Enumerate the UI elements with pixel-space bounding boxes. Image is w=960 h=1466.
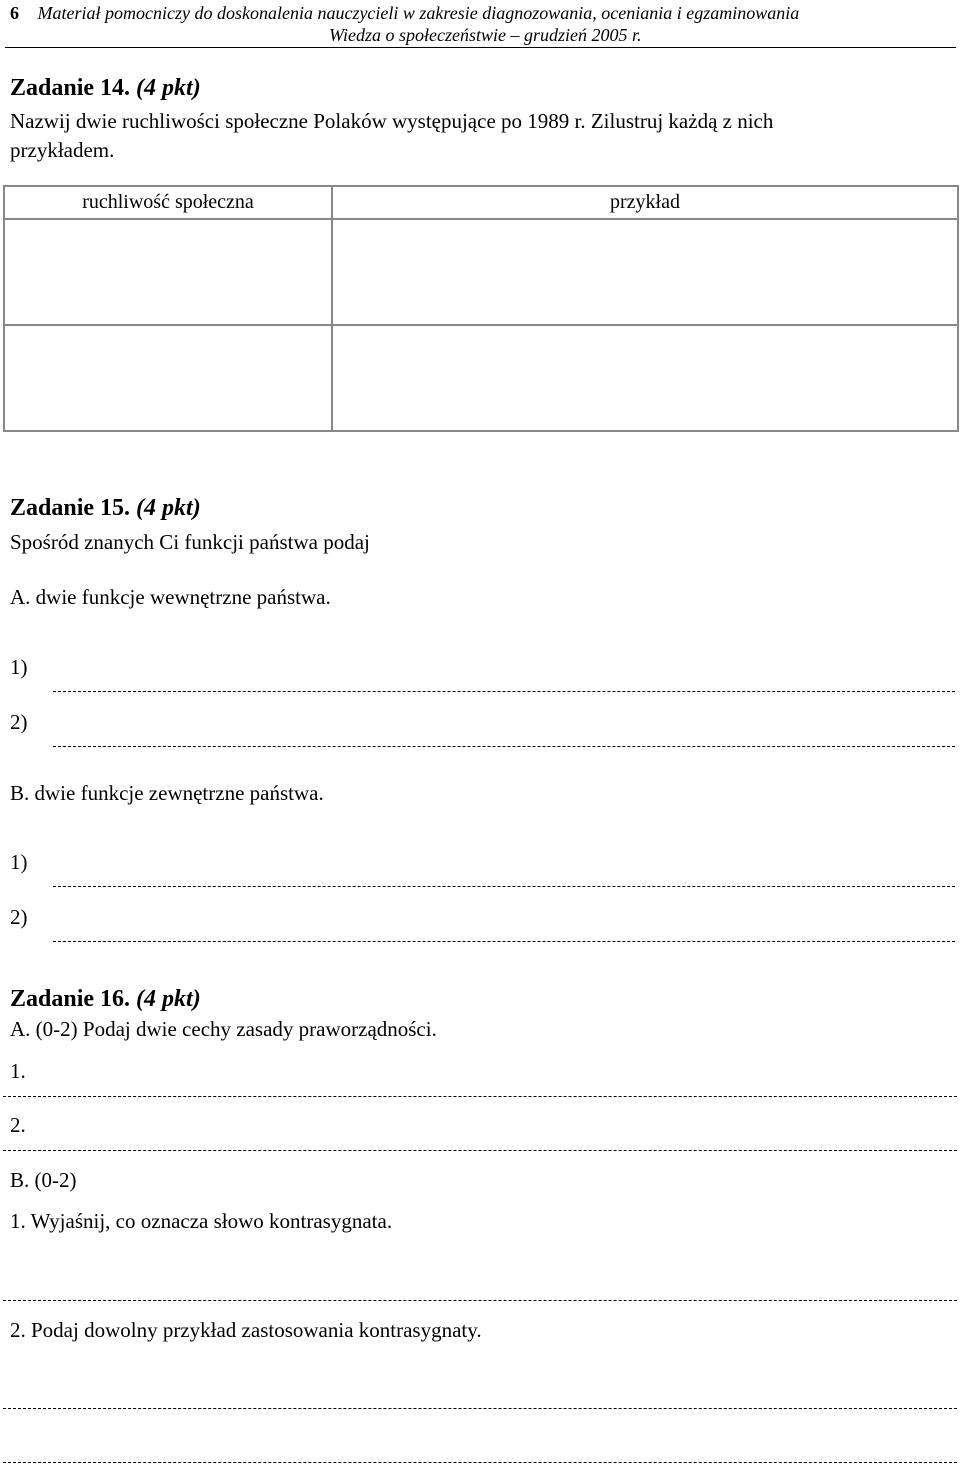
task15-b1-answer-line[interactable] — [53, 886, 955, 887]
task16-title: Zadanie 16. — [10, 986, 131, 1012]
table-header-row — [4, 186, 958, 219]
task15-a1-label: 1) — [10, 655, 28, 679]
page-number: 6 — [10, 3, 19, 23]
task15-points: (4 pkt) — [136, 495, 201, 521]
task16-points: (4 pkt) — [136, 986, 201, 1012]
task15-b1-label: 1) — [10, 850, 28, 874]
page-header — [10, 2, 799, 24]
header-rule — [5, 47, 956, 48]
answer-cell-mobility-2[interactable] — [4, 325, 332, 431]
task14-points: (4 pkt) — [136, 75, 201, 101]
task15-a1-answer-line[interactable] — [53, 691, 955, 692]
task15-part-a: A. dwie funkcje wewnętrzne państwa. — [10, 585, 331, 609]
task15-title: Zadanie 15. — [10, 495, 131, 521]
task16-a2-label: 2. — [10, 1113, 26, 1137]
task16-q2-answer-line-1[interactable] — [3, 1408, 957, 1409]
task16-q2-answer-line-2[interactable] — [3, 1462, 957, 1463]
table-header-mobility: ruchliwość społeczna — [4, 186, 332, 219]
task14-title: Zadanie 14. — [10, 75, 131, 101]
answer-cell-example-2[interactable] — [332, 325, 958, 431]
task16-q1: 1. Wyjaśnij, co oznacza słowo kontrasygnata. — [10, 1209, 393, 1233]
task16-q2: 2. Podaj dowolny przykład zastosowania kontrasygnaty. — [10, 1318, 482, 1342]
header-subtitle: Wiedza o społeczeństwie – grudzień 2005 r. — [329, 25, 642, 45]
task14-heading — [10, 74, 201, 102]
task15-b2-label: 2) — [10, 905, 28, 929]
answer-cell-example-1[interactable] — [332, 219, 958, 325]
task16-a1-label: 1. — [10, 1059, 26, 1083]
task16-q1-answer-line[interactable] — [3, 1300, 957, 1301]
task15-heading — [10, 494, 201, 522]
table-row — [4, 325, 958, 431]
task15-part-b: B. dwie funkcje zewnętrzne państwa. — [10, 781, 324, 805]
task15-intro: Spośród znanych Ci funkcji państwa podaj — [10, 530, 370, 554]
header-title: Materiał pomocniczy do doskonalenia nauczycieli w zakresie diagnozowania, oceniania i egzaminowania — [37, 3, 800, 23]
task15-a2-answer-line[interactable] — [53, 746, 955, 747]
task16-part-a: A. (0-2) Podaj dwie cechy zasady praworządności. — [10, 1017, 437, 1041]
task15-a2-label: 2) — [10, 710, 28, 734]
task16-a1-answer-line[interactable] — [3, 1096, 957, 1097]
task16-heading — [10, 985, 201, 1013]
table-header-example: przykład — [332, 186, 958, 219]
task15-b2-answer-line[interactable] — [53, 941, 955, 942]
task16-part-b: B. (0-2) — [10, 1168, 77, 1192]
table-row — [4, 219, 958, 325]
task14-answer-table — [3, 185, 959, 432]
task16-a2-answer-line[interactable] — [3, 1150, 957, 1151]
task14-text-line1: Nazwij dwie ruchliwości społeczne Polaków występujące po 1989 r. Zilustruj każdą z nich — [10, 109, 774, 133]
answer-cell-mobility-1[interactable] — [4, 219, 332, 325]
task14-text-line2: przykładem. — [10, 138, 115, 162]
